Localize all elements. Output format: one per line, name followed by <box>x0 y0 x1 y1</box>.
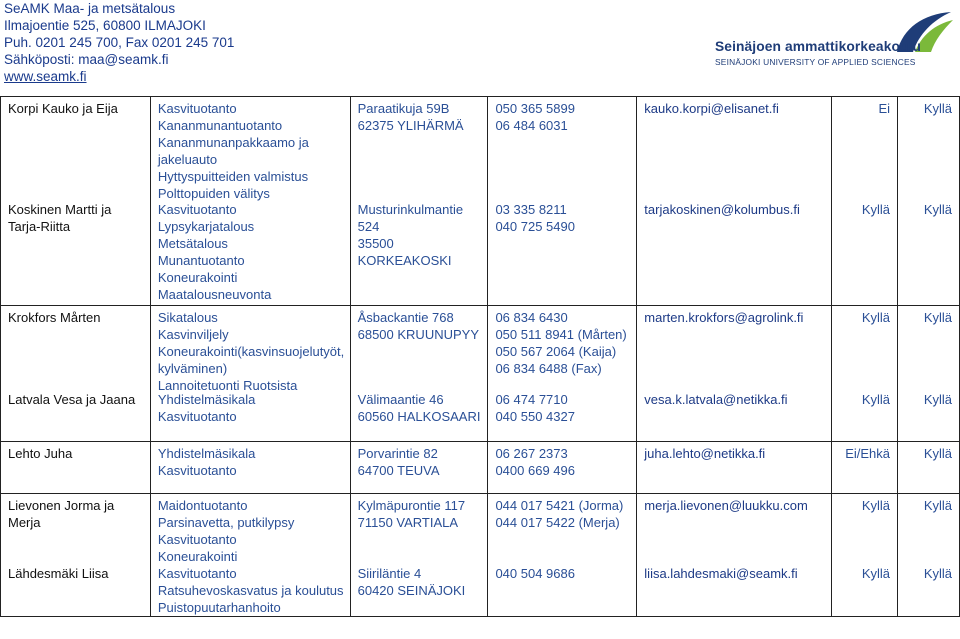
production-list-line: Ratsuhevoskasvatus ja koulutus <box>157 583 344 598</box>
flag-2 <box>905 309 952 326</box>
logo-name: Seinäjoen ammattikorkeakoulu <box>715 39 921 54</box>
address-line: Kylmäpurontie 117 <box>357 498 466 513</box>
table-cell <box>898 442 960 494</box>
flag-1-value: Kyllä <box>861 310 890 325</box>
table-cell <box>832 306 898 442</box>
address-line: 71150 VARTIALA <box>357 515 459 530</box>
production-list-line: Lannoitetuonti Ruotsista <box>157 378 298 393</box>
flag-2-value: Kyllä <box>923 202 952 217</box>
table-cell <box>150 494 350 617</box>
email-value[interactable]: tarjakoskinen@kolumbus.fi <box>644 202 800 217</box>
production-list-line: Kananmunanpakkaamo ja <box>157 135 309 150</box>
org-email: Sähköposti: maa@seamk.fi <box>4 52 169 67</box>
production-list <box>158 100 348 202</box>
flag-2-value: Kyllä <box>923 310 952 325</box>
phone-list <box>495 445 634 479</box>
phone-list-line: 0400 669 496 <box>495 463 575 478</box>
production-list-line: Kasvituotanto <box>157 463 237 478</box>
owner-name <box>8 309 148 326</box>
table-cell <box>350 306 488 442</box>
phone-list-line: 050 567 2064 (Kaija) <box>495 344 617 359</box>
production-list-line: Hyttyspuitteiden valmistus <box>157 169 309 184</box>
phone-list <box>495 391 634 425</box>
address <box>358 497 486 531</box>
table-cell <box>150 306 350 442</box>
flag-1-value: Ei/Ehkä <box>845 446 890 461</box>
email-value[interactable]: vesa.k.latvala@netikka.fi <box>644 392 788 407</box>
phone-list-line: 044 017 5421 (Jorma) <box>495 498 624 513</box>
email[interactable] <box>644 497 829 514</box>
org-website-link[interactable]: www.seamk.fi <box>4 69 87 84</box>
table-row <box>1 442 960 494</box>
email-value[interactable]: liisa.lahdesmaki@seamk.fi <box>644 566 798 581</box>
table-cell <box>637 97 832 306</box>
phone-list-line: 040 504 9686 <box>495 566 575 581</box>
production-list-line: Kasvituotanto <box>157 202 237 217</box>
production-list <box>158 497 348 565</box>
org-header <box>4 0 234 85</box>
table-cell <box>350 97 488 306</box>
address-line: 62375 YLIHÄRMÄ <box>357 118 464 133</box>
production-list-line: Parsinavetta, putkilypsy <box>157 515 295 530</box>
table-cell <box>150 442 350 494</box>
table-cell <box>1 494 151 617</box>
address-line: Porvarintie 82 <box>357 446 438 461</box>
production-list-line: Kananmunantuotanto <box>157 118 283 133</box>
flag-1 <box>839 100 890 117</box>
address-line: Åsbackantie 768 <box>357 310 454 325</box>
production-list <box>158 445 348 479</box>
phone-list <box>495 100 634 134</box>
production-list-line: jakeluauto <box>157 152 218 167</box>
production-list-line: kylväminen) <box>157 361 228 376</box>
table-cell <box>1 442 151 494</box>
address-line: Paraatikuja 59B <box>357 101 450 116</box>
flag-2-value: Kyllä <box>923 498 952 513</box>
address <box>358 201 486 269</box>
owner-name <box>8 391 148 408</box>
table-cell <box>1 97 151 306</box>
owner-name-line: Lähdesmäki Liisa <box>8 566 109 581</box>
phone-list <box>495 309 634 377</box>
phone-list-line: 03 335 8211 <box>495 202 567 217</box>
address <box>358 100 486 134</box>
table-cell <box>832 442 898 494</box>
production-list-line: Munantuotanto <box>157 253 245 268</box>
org-address: Ilmajoentie 525, 60800 ILMAJOKI <box>4 18 206 33</box>
owner-name-line: Koskinen Martti ja <box>8 202 112 217</box>
table-cell <box>350 494 488 617</box>
address-line: 64700 TEUVA <box>357 463 440 478</box>
production-list-line: Maatalousneuvonta <box>157 287 272 302</box>
production-list-line: Koneurakointi <box>157 270 238 285</box>
flag-2 <box>905 445 952 462</box>
email[interactable] <box>644 391 829 408</box>
table-cell <box>637 306 832 442</box>
production-list-line: Kasvinviljely <box>157 327 229 342</box>
table-row <box>1 306 960 442</box>
phone-list <box>495 201 634 235</box>
owner-name-line: Tarja-Riitta <box>8 219 71 234</box>
owner-name <box>8 201 148 235</box>
org-phone: Puh. 0201 245 700, Fax 0201 245 701 <box>4 35 235 50</box>
table-cell <box>898 494 960 617</box>
address-line: Välimaantie 46 <box>357 392 444 407</box>
production-list-line: Kasvituotanto <box>157 532 237 547</box>
table-cell <box>898 97 960 306</box>
flag-2-value: Kyllä <box>923 446 952 461</box>
flag-1-value: Kyllä <box>861 392 890 407</box>
table-cell <box>350 442 488 494</box>
phone-list-line: 040 550 4327 <box>495 409 575 424</box>
owner-name <box>8 565 148 582</box>
table-row <box>1 97 960 306</box>
email[interactable] <box>644 309 829 326</box>
table-cell <box>1 306 151 442</box>
address-line: Musturinkulmantie <box>357 202 464 217</box>
email-value[interactable]: kauko.korpi@elisanet.fi <box>644 101 779 116</box>
production-list-line: Metsätalous <box>157 236 228 251</box>
production-list-line: Kasvituotanto <box>157 566 237 581</box>
table-cell <box>832 97 898 306</box>
phone-list-line: 06 834 6488 (Fax) <box>495 361 602 376</box>
table-cell <box>637 494 832 617</box>
phone-list-line: 044 017 5422 (Merja) <box>495 515 620 530</box>
flag-1 <box>839 565 890 582</box>
flag-2-value: Kyllä <box>923 392 952 407</box>
address-line: 68500 KRUUNUPYY <box>357 327 479 342</box>
production-list-line: Kasvituotanto <box>157 101 237 116</box>
owner-name-line: Korpi Kauko ja Eija <box>8 101 118 116</box>
flag-2 <box>905 201 952 218</box>
flag-1-value: Ei <box>878 101 890 116</box>
address-line: 60560 HALKOSAARI <box>357 409 481 424</box>
table-cell <box>832 494 898 617</box>
flag-1-value: Kyllä <box>861 202 890 217</box>
production-list-line: Yhdistelmäsikala <box>157 392 256 407</box>
production-list <box>158 309 348 394</box>
phone-list <box>495 497 634 531</box>
table-cell <box>150 97 350 306</box>
phone-list-line: 06 267 2373 <box>495 446 568 461</box>
production-list-line: Maidontuotanto <box>157 498 248 513</box>
production-list <box>158 391 348 425</box>
production-list-line: Lypsykarjatalous <box>157 219 255 234</box>
address-line: Siiriläntie 4 <box>357 566 422 581</box>
email[interactable] <box>644 100 829 117</box>
phone-list <box>495 565 634 582</box>
production-list <box>158 565 348 616</box>
owner-name-line: Krokfors Mårten <box>8 310 101 325</box>
production-list-line: Sikatalous <box>157 310 218 325</box>
production-list-line: Polttopuiden välitys <box>157 186 270 201</box>
phone-list-line: 06 484 6031 <box>495 118 568 133</box>
farm-directory-table <box>0 96 960 617</box>
address <box>358 565 486 599</box>
address <box>358 309 486 343</box>
production-list-line: Puistopuutarhanhoito <box>157 600 281 615</box>
email[interactable] <box>644 445 829 462</box>
owner-name-line: Lehto Juha <box>8 446 73 461</box>
owner-name-line: Merja <box>8 515 41 530</box>
flag-1 <box>839 497 890 514</box>
address <box>358 445 486 479</box>
email-value[interactable]: merja.lievonen@luukku.com <box>644 498 808 513</box>
table-cell <box>637 442 832 494</box>
email-value[interactable]: marten.krokfors@agrolink.fi <box>644 310 804 325</box>
table-cell <box>488 97 637 306</box>
owner-name <box>8 445 148 462</box>
phone-list-line: 06 834 6430 <box>495 310 568 325</box>
production-list <box>158 201 348 303</box>
logo-subtitle: SEINÄJOKI UNIVERSITY OF APPLIED SCIENCES <box>715 57 916 67</box>
owner-name <box>8 100 148 117</box>
table-row <box>1 494 960 617</box>
production-list-line: Kasvituotanto <box>157 409 237 424</box>
address-line: 60420 SEINÄJOKI <box>357 583 466 598</box>
owner-name-line: Lievonen Jorma ja <box>8 498 115 513</box>
email[interactable] <box>644 201 829 218</box>
table-cell <box>488 306 637 442</box>
production-list-line: Yhdistelmäsikala <box>157 446 256 461</box>
email-value[interactable]: juha.lehto@netikka.fi <box>644 446 766 461</box>
flag-2 <box>905 100 952 117</box>
owner-name <box>8 497 148 531</box>
table-cell <box>488 494 637 617</box>
phone-list-line: 040 725 5490 <box>495 219 575 234</box>
flag-2-value: Kyllä <box>923 101 952 116</box>
flag-1 <box>839 309 890 326</box>
flag-1-value: Kyllä <box>861 498 890 513</box>
flag-2 <box>905 391 952 408</box>
table-cell <box>898 306 960 442</box>
phone-list-line: 050 365 5899 <box>495 101 575 116</box>
flag-2-value: Kyllä <box>923 566 952 581</box>
flag-2 <box>905 565 952 582</box>
flag-1 <box>839 201 890 218</box>
production-list-line: Koneurakointi <box>157 549 238 564</box>
flag-2 <box>905 497 952 514</box>
production-list-line: Koneurakointi(kasvinsuojelutyöt, <box>157 344 345 359</box>
address <box>358 391 486 425</box>
address-line: 35500 KORKEAKOSKI <box>357 236 452 268</box>
org-name: SeAMK Maa- ja metsätalous <box>4 1 176 16</box>
flag-1 <box>839 445 890 462</box>
email[interactable] <box>644 565 829 582</box>
table-cell <box>488 442 637 494</box>
phone-list-line: 050 511 8941 (Mårten) <box>495 327 627 342</box>
address-line: 524 <box>357 219 380 234</box>
phone-list-line: 06 474 7710 <box>495 392 568 407</box>
owner-name-line: Latvala Vesa ja Jaana <box>8 392 136 407</box>
seamk-logo <box>715 8 955 68</box>
flag-1-value: Kyllä <box>861 566 890 581</box>
flag-1 <box>839 391 890 408</box>
